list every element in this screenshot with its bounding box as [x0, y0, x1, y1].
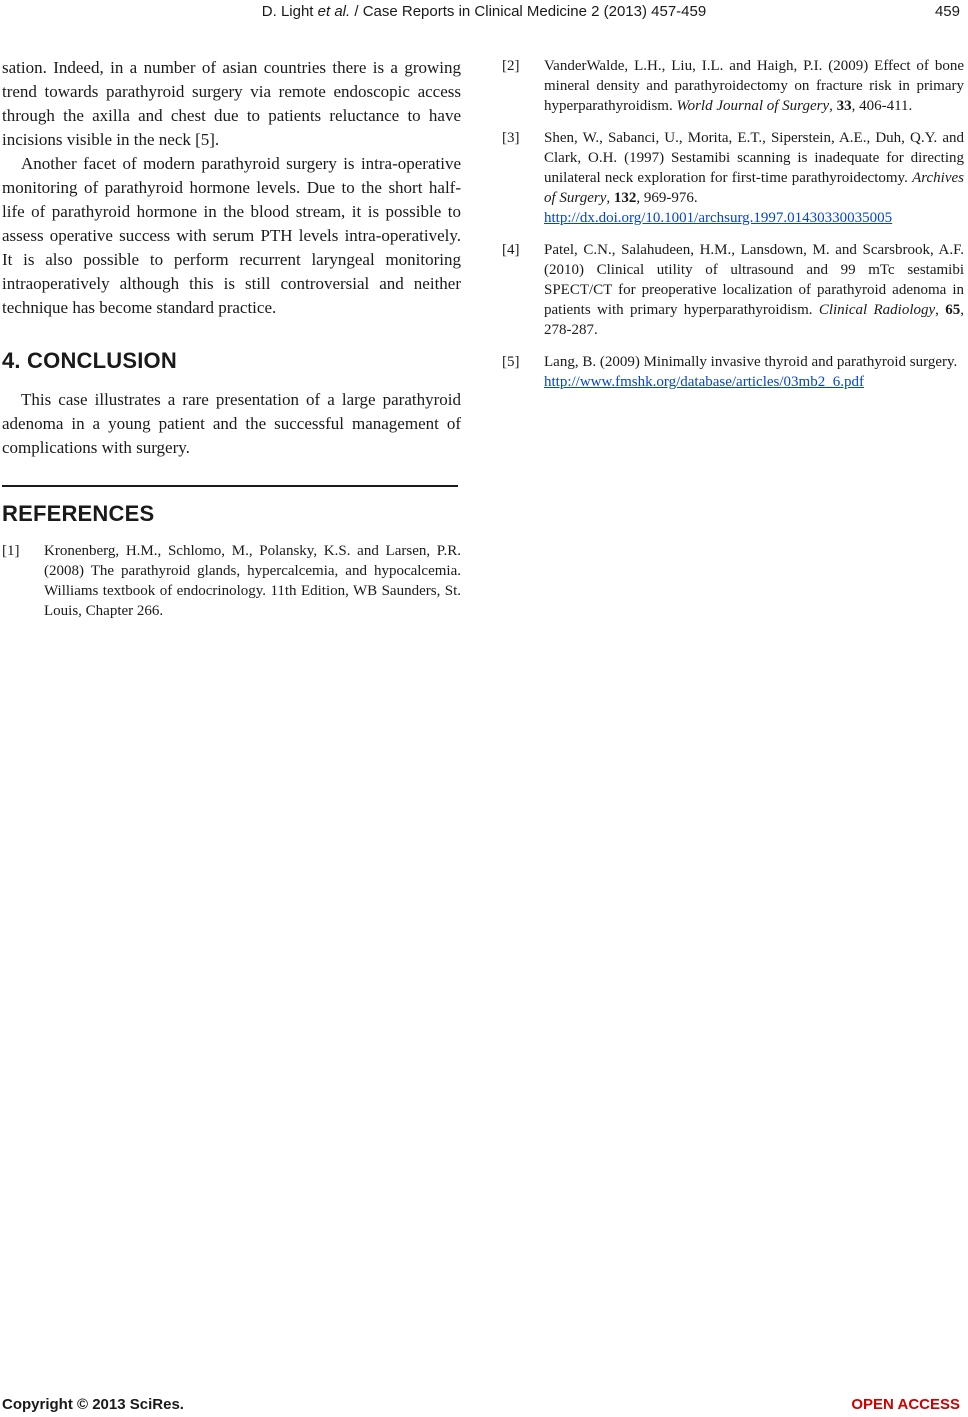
reference-pages: , 278-287. — [544, 302, 964, 338]
left-column — [2, 56, 461, 621]
reference-item — [502, 128, 964, 228]
reference-pages: , 969-976. — [636, 190, 698, 206]
reference-separator: , — [935, 302, 946, 318]
reference-item — [502, 240, 964, 340]
running-title — [0, 3, 968, 20]
reference-item — [2, 541, 461, 621]
reference-text: Lang, B. (2009) Minimally invasive thyroid and parathyroid surgery. — [544, 354, 958, 370]
reference-separator: , — [829, 98, 837, 114]
reference-item — [502, 352, 964, 392]
reference-number: [2] — [502, 58, 520, 74]
reference-number: [4] — [502, 242, 520, 258]
reference-doi-link[interactable]: http://dx.doi.org/10.1001/archsurg.1997.01430330035005 — [544, 210, 893, 226]
open-access-label: OPEN ACCESS — [851, 1396, 960, 1413]
reference-number: [3] — [502, 130, 520, 146]
conclusion-paragraph: This case illustrates a rare presentation of a large parathyroid adenoma in a young patient and the successful management of complications with surgery. — [2, 390, 461, 457]
page-number: 459 — [934, 3, 960, 20]
reference-journal: World Journal of Surgery — [676, 98, 830, 114]
reference-text: Patel, C.N., Salahudeen, H.M., Lansdown, M. and Scarsbrook, A.F. (2010) Clinical utility of ultrasound and 99 mTc sestamibi SPECT/CT for preoperative localization of parathyroid adenoma in patients with primary hyperparathyroidism. — [544, 242, 964, 318]
copyright-notice: Copyright © 2013 SciRes. — [2, 1396, 184, 1413]
section-divider — [2, 485, 458, 487]
running-title-authors: D. Light — [261, 3, 318, 20]
reference-volume: 132 — [613, 190, 637, 206]
page-footer — [0, 1396, 968, 1416]
right-column — [502, 56, 964, 392]
conclusion-heading: 4. CONCLUSION — [2, 348, 177, 373]
paragraph-intraoperative-monitoring: Another facet of modern parathyroid surgery is intra-operative monitoring of parathyroid hormone levels. Due to the short half-life of parathyroid hormone in the blood stream, it is possible to assess operative success with serum PTH levels intra-operatively. It is also possible to perform recurrent laryngeal monitoring intraoperatively although this is still controversial and neither technique has become standard practice. — [2, 154, 461, 317]
running-title-journal: / Case Reports in Clinical Medicine 2 (2013) 457-459 — [350, 3, 707, 20]
reference-volume: 33 — [836, 98, 852, 114]
reference-url-link[interactable]: http://www.fmshk.org/database/articles/03mb2_6.pdf — [544, 374, 864, 390]
running-header — [0, 0, 968, 24]
paragraph-remote-access: sation. Indeed, in a number of asian countries there is a growing trend towards parathyroid surgery via remote endoscopic access through the axilla and chest due to patients reluctance to have incisions visible in the neck [5]. — [2, 58, 461, 149]
running-title-etal: et al. — [317, 3, 351, 20]
reference-journal: Clinical Radiology — [818, 302, 936, 318]
reference-separator: , — [606, 190, 614, 206]
reference-text: Kronenberg, H.M., Schlomo, M., Polansky, K.S. and Larsen, P.R. (2008) The parathyroid glands, hypercalcemia, and hypocalcemia. Williams textbook of endocrinology. 11th Edition, WB Saunders, St. Louis, Chapter 266. — [44, 543, 461, 619]
reference-number: [5] — [502, 354, 520, 370]
reference-item — [502, 56, 964, 116]
references-heading: REFERENCES — [2, 501, 155, 526]
reference-text: VanderWalde, L.H., Liu, I.L. and Haigh, P.I. (2009) Effect of bone mineral density and parathyroidectomy on fracture risk in primary hyperparathyroidism. — [544, 58, 964, 114]
reference-text: Shen, W., Sabanci, U., Morita, E.T., Siperstein, A.E., Duh, Q.Y. and Clark, O.H. (1997) Sestamibi scanning is inadequate for directing unilateral neck exploration for first-time parathyroidectomy. — [544, 130, 964, 186]
reference-journal: Archives of Surgery — [544, 170, 964, 206]
reference-number: [1] — [2, 543, 20, 559]
reference-volume: 65 — [945, 302, 961, 318]
reference-pages: , 406-411. — [851, 98, 913, 114]
